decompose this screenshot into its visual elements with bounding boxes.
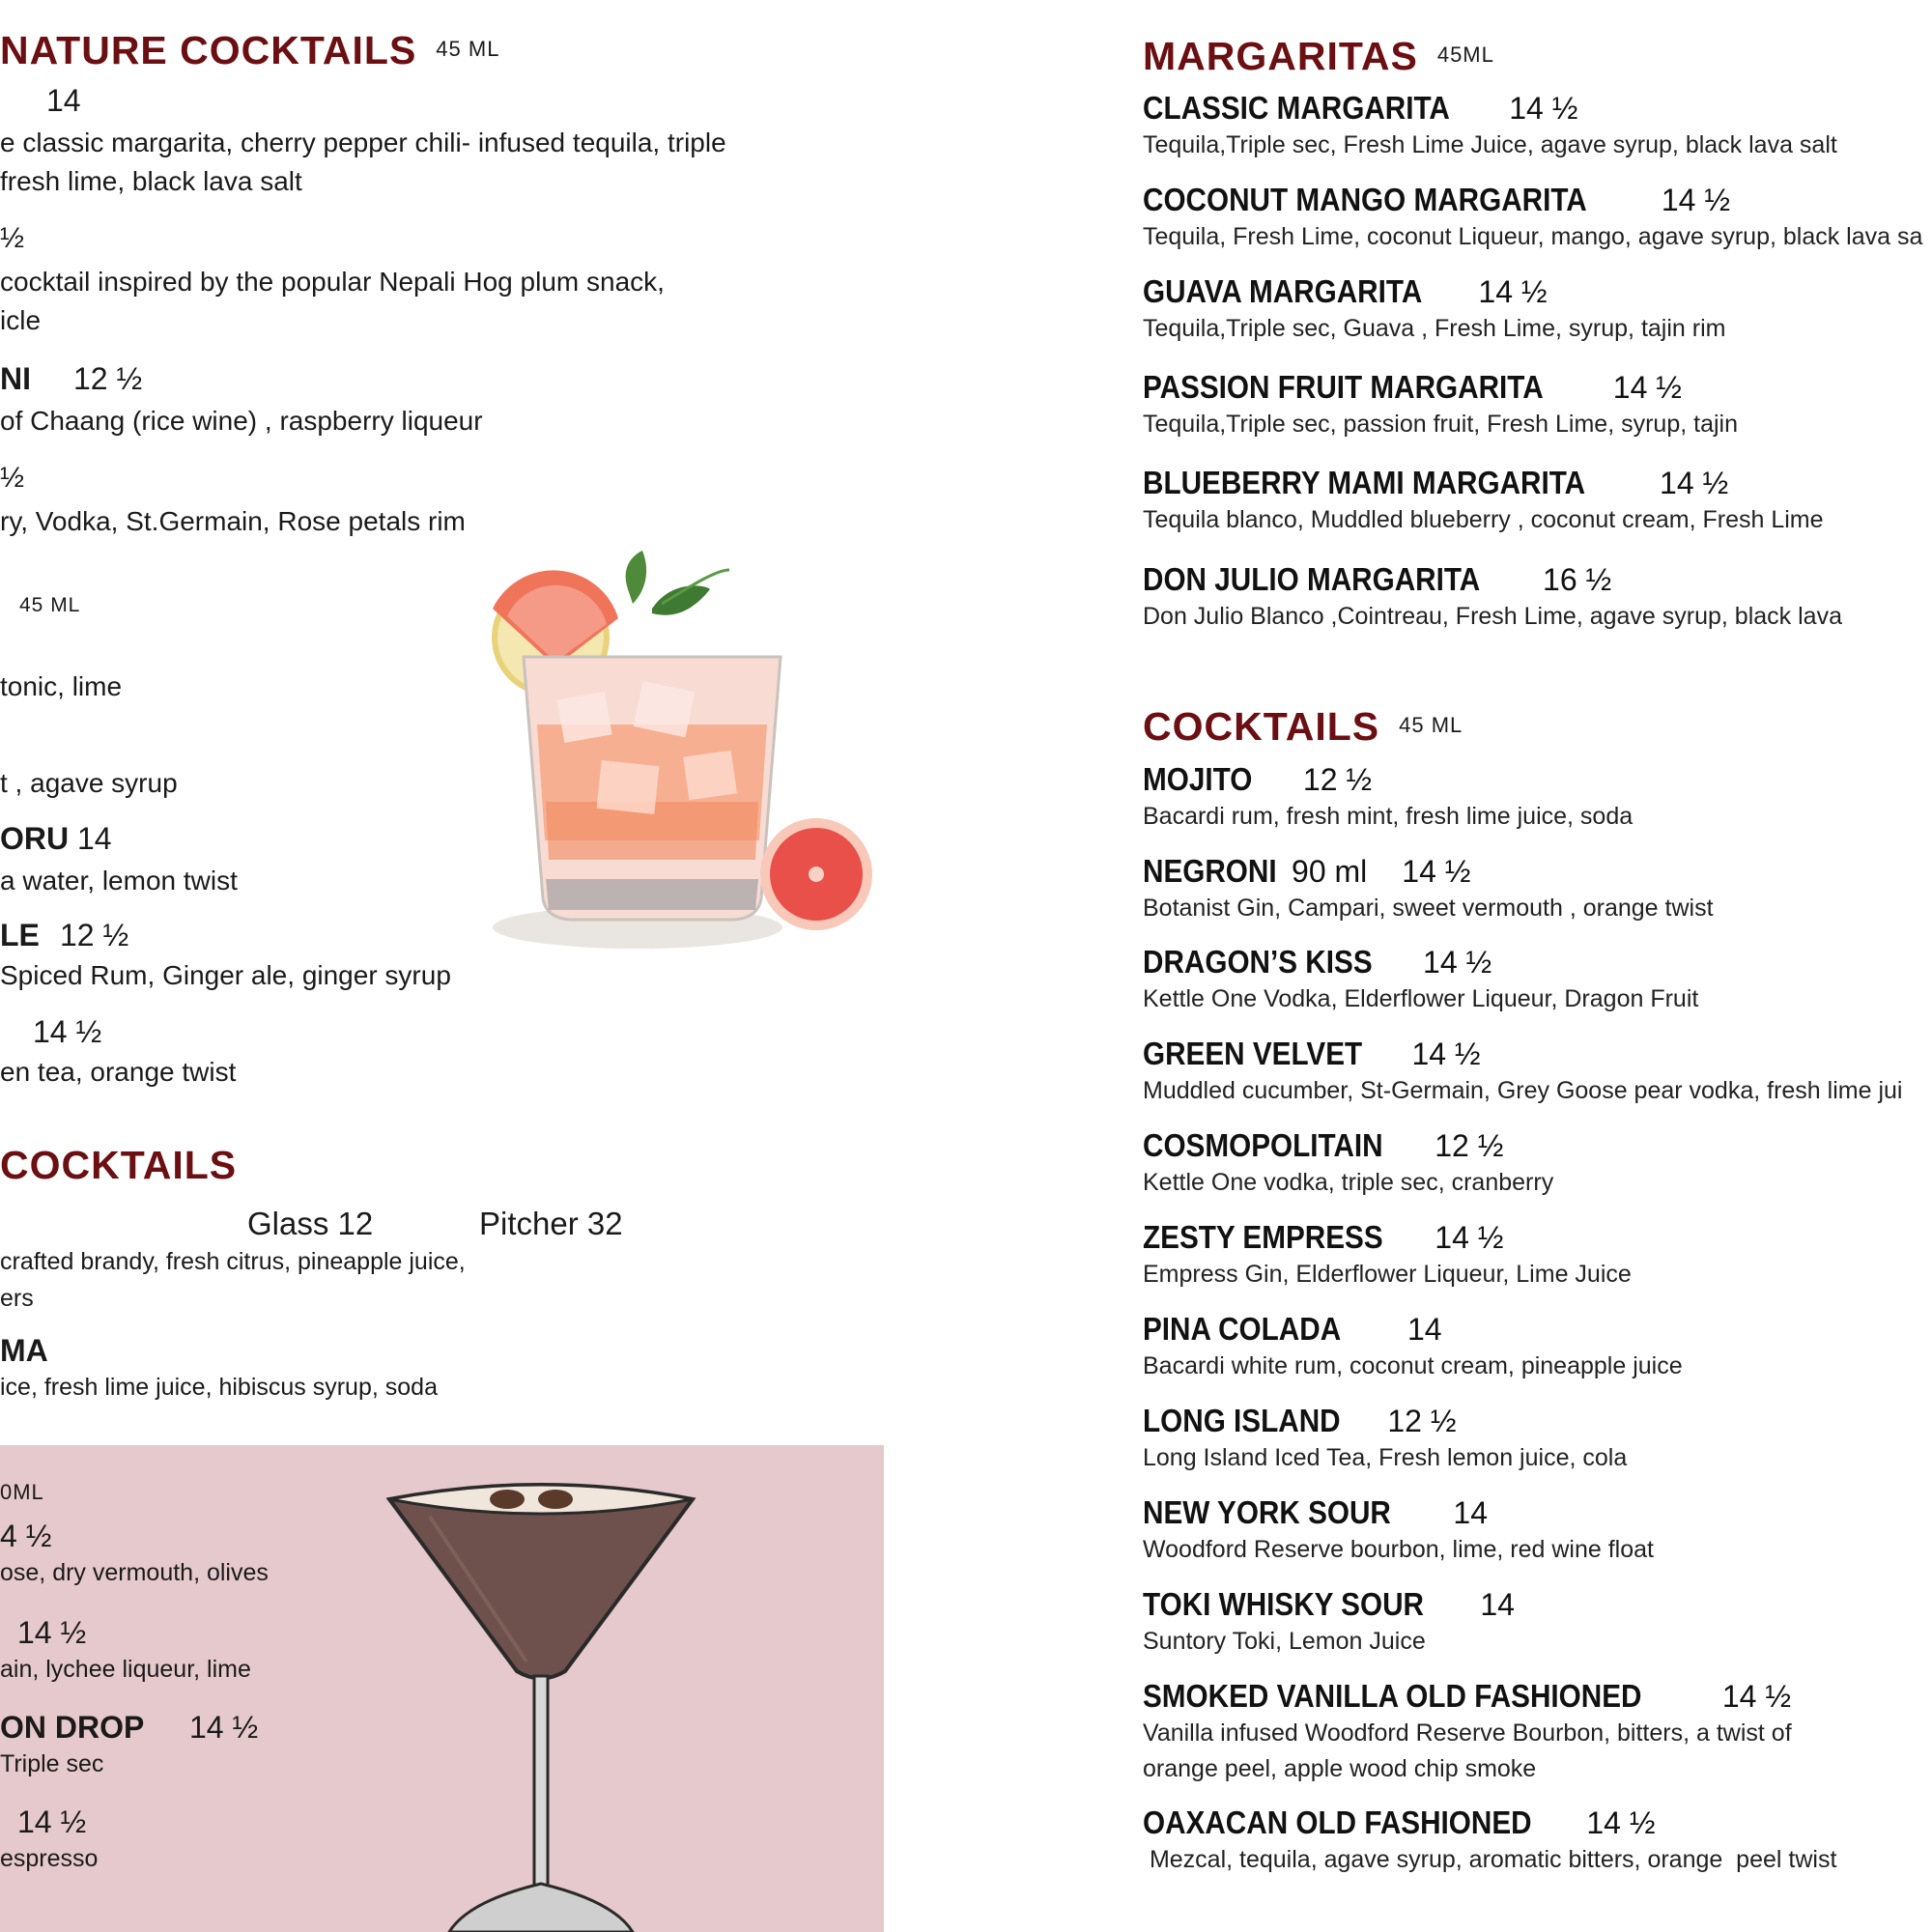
- menu-item-classic-margarita: [1143, 89, 1837, 163]
- left-desc: cocktail inspired by the popular Nepali Hog plum snack,: [0, 267, 665, 297]
- item-desc: Tequila,Triple sec, Fresh Lime Juice, agave syrup, black lava salt: [1143, 131, 1837, 158]
- item-desc: Woodford Reserve bourbon, lime, red wine float: [1143, 1536, 1654, 1563]
- item-price: 14 ½: [1435, 1220, 1504, 1255]
- item-desc: Kettle One Vodka, Elderflower Liqueur, Dragon Fruit: [1143, 985, 1699, 1012]
- left-desc: icle: [0, 305, 42, 335]
- left-desc: en tea, orange twist: [0, 1057, 237, 1087]
- left-desc: tonic, lime: [0, 671, 123, 701]
- margaritas-size: 45ML: [1436, 43, 1494, 67]
- menu-item-blueberry-mami-margarita: [1143, 464, 1824, 538]
- item-price: 14 ½: [1612, 370, 1682, 405]
- left-desc: crafted brandy, fresh citrus, pineapple juice,: [0, 1248, 466, 1275]
- item-desc: Tequila,Triple sec, Guava , Fresh Lime, syrup, tajin rim: [1143, 315, 1726, 342]
- item-price: 12 ½: [1302, 762, 1373, 797]
- menu-item-coconut-mango-margarita: [1143, 181, 1922, 255]
- item-price: 14: [1406, 1312, 1442, 1347]
- left-price: 14: [77, 821, 112, 856]
- item-price: 12 ½: [1435, 1128, 1504, 1163]
- glass-price: Glass 12: [247, 1206, 374, 1241]
- left-price: ½: [0, 462, 25, 494]
- left-name: LE: [0, 918, 40, 952]
- item-name: NEW YORK SOUR: [1143, 1494, 1391, 1530]
- item-name: BLUEBERRY MAMI MARGARITA: [1143, 465, 1586, 500]
- cocktails-title: COCKTAILS 45 ML: [1143, 704, 1463, 749]
- left-desc: ers: [0, 1285, 34, 1312]
- item-name: TOKI WHISKY SOUR: [1143, 1586, 1424, 1622]
- item-desc: Suntory Toki, Lemon Juice: [1143, 1628, 1426, 1655]
- item-price: 14 ½: [1423, 945, 1492, 980]
- left-price: 12 ½: [73, 361, 143, 396]
- martini-price: 14 ½: [17, 1804, 87, 1839]
- item-name: DRAGON’S KISS: [1143, 944, 1373, 980]
- item-price: 14 ½: [1661, 183, 1731, 217]
- item-price: 12 ½: [1387, 1404, 1457, 1438]
- item-price: 14: [1453, 1495, 1489, 1530]
- martini-desc: ain, lychee liqueur, lime: [0, 1656, 251, 1683]
- martini-desc: ose, dry vermouth, olives: [0, 1559, 269, 1586]
- item-name: CLASSIC MARGARITA: [1143, 90, 1450, 126]
- menu-item-pina-colada: [1143, 1310, 1683, 1384]
- menu-item-mojito: [1143, 760, 1633, 835]
- espresso-martini-illustration: [382, 1478, 700, 1932]
- menu-item-guava-margarita: [1143, 272, 1725, 347]
- left-desc: t , agave syrup: [0, 768, 178, 798]
- item-name: COSMOPOLITAIN: [1143, 1127, 1383, 1163]
- item-price: 14 ½: [1509, 91, 1578, 126]
- item-name: GUAVA MARGARITA: [1143, 273, 1423, 309]
- menu-item-dragons-kiss: [1143, 943, 1698, 1017]
- left-desc: e classic margarita, cherry pepper chili- infused tequila, triple: [0, 128, 726, 157]
- margaritas-title: MARGARITAS 45ML: [1143, 34, 1494, 78]
- left-price: 14: [46, 83, 81, 118]
- left-name: MA: [0, 1333, 48, 1368]
- pitcher-price: Pitcher 32: [479, 1206, 623, 1241]
- menu-item-long-island: [1143, 1402, 1627, 1476]
- cocktails-size: 45 ML: [1399, 713, 1463, 737]
- left-desc: a water, lemon twist: [0, 866, 238, 895]
- item-desc: Botanist Gin, Campari, sweet vermouth , orange twist: [1143, 895, 1714, 922]
- martini-desc: espresso: [0, 1845, 99, 1872]
- martini-name: ON DROP: [0, 1710, 145, 1745]
- martini-price: 4 ½: [0, 1519, 52, 1553]
- item-desc: Mezcal, tequila, agave syrup, aromatic bitters, orange peel twist: [1143, 1846, 1837, 1873]
- item-price: 16 ½: [1543, 562, 1612, 597]
- menu-item-oaxacan-old-fashioned: [1143, 1804, 1836, 1878]
- item-desc: Tequila blanco, Muddled blueberry , coconut cream, Fresh Lime: [1143, 506, 1824, 533]
- item-desc: Don Julio Blanco ,Cointreau, Fresh Lime, agave syrup, black lava: [1143, 603, 1842, 630]
- item-desc: Long Island Iced Tea, Fresh lemon juice, cola: [1143, 1444, 1628, 1471]
- left-price: 14 ½: [33, 1014, 102, 1049]
- item-desc: Tequila,Triple sec, passion fruit, Fresh Lime, syrup, tajin: [1143, 411, 1738, 438]
- menu-item-cosmopolitain: [1143, 1126, 1553, 1201]
- item-price: 14 ½: [1721, 1679, 1792, 1714]
- item-desc: Muddled cucumber, St-Germain, Grey Goose pear vodka, fresh lime jui: [1143, 1077, 1903, 1104]
- menu-item-passion-fruit-margarita: [1143, 368, 1738, 442]
- left-name: ORU: [0, 821, 70, 856]
- left-price: ½: [0, 222, 25, 254]
- left-desc: ice, fresh lime juice, hibiscus syrup, soda: [0, 1374, 438, 1401]
- item-price: 14 ½: [1660, 466, 1729, 500]
- item-desc: Kettle One vodka, triple sec, cranberry: [1143, 1169, 1554, 1196]
- grapefruit-cocktail-illustration: [454, 551, 879, 976]
- item-desc: Bacardi rum, fresh mint, fresh lime juice, soda: [1143, 803, 1634, 830]
- item-desc: Vanilla infused Woodford Reserve Bourbon, bitters, a twist of: [1143, 1719, 1792, 1747]
- item-name: GREEN VELVET: [1143, 1036, 1363, 1071]
- item-desc: Tequila, Fresh Lime, coconut Liqueur, mango, agave syrup, black lava sa: [1143, 223, 1923, 250]
- item-name: COCONUT MANGO MARGARITA: [1143, 182, 1587, 217]
- left-desc: of Chaang (rice wine) , raspberry liqueur: [0, 406, 483, 436]
- item-name: DON JULIO MARGARITA: [1143, 561, 1481, 597]
- menu-item-don-julio-margarita: [1143, 560, 1842, 635]
- item-name: PASSION FRUIT MARGARITA: [1143, 369, 1544, 405]
- item-price: 14 ½: [1411, 1037, 1481, 1071]
- item-price: 14 ½: [1478, 274, 1548, 309]
- cocktails-left-title: COCKTAILS: [0, 1143, 238, 1187]
- item-name: PINA COLADA: [1143, 1311, 1342, 1347]
- menu-item-toki-whisky-sour: [1143, 1585, 1515, 1660]
- item-name: MOJITO: [1143, 761, 1253, 797]
- item-desc: Bacardi white rum, coconut cream, pineapple juice: [1143, 1352, 1683, 1379]
- item-desc: Empress Gin, Elderflower Liqueur, Lime Juice: [1143, 1261, 1632, 1288]
- menu-item-green-velvet: [1143, 1035, 1902, 1109]
- menu-item-zesty-empress: [1143, 1218, 1632, 1293]
- martini-size: 0ML: [0, 1480, 44, 1504]
- signature-cocktails-title: NATURE COCKTAILS 45 ML: [0, 28, 500, 72]
- martini-desc: Triple sec: [0, 1750, 104, 1777]
- left-size: 45 ML: [19, 594, 81, 616]
- left-desc: ry, Vodka, St.Germain, Rose petals rim: [0, 506, 466, 536]
- menu-item-smoked-vanilla-old-fashioned: [1143, 1677, 1792, 1787]
- item-name: LONG ISLAND: [1143, 1403, 1341, 1438]
- left-desc: fresh lime, black lava salt: [0, 166, 302, 196]
- item-name: SMOKED VANILLA OLD FASHIONED: [1143, 1678, 1642, 1714]
- item-name: NEGRONI: [1143, 853, 1277, 889]
- left-price: 12 ½: [60, 918, 129, 952]
- item-price: 14: [1480, 1587, 1515, 1622]
- left-name: NI: [0, 361, 31, 396]
- menu-item-new-york-sour: [1143, 1493, 1654, 1568]
- item-name: ZESTY EMPRESS: [1143, 1219, 1383, 1255]
- left-desc: Spiced Rum, Ginger ale, ginger syrup: [0, 960, 451, 990]
- signature-size: 45 ML: [436, 37, 500, 61]
- item-extra: 90 ml: [1292, 854, 1368, 889]
- martini-price: 14 ½: [189, 1710, 259, 1745]
- item-price: 14 ½: [1402, 854, 1471, 889]
- item-desc-continued: orange peel, apple wood chip smoke: [1143, 1755, 1537, 1782]
- item-name: OAXACAN OLD FASHIONED: [1143, 1804, 1532, 1840]
- item-price: 14 ½: [1586, 1805, 1656, 1840]
- menu-item-negroni: [1143, 852, 1714, 926]
- martini-price: 14 ½: [17, 1615, 87, 1650]
